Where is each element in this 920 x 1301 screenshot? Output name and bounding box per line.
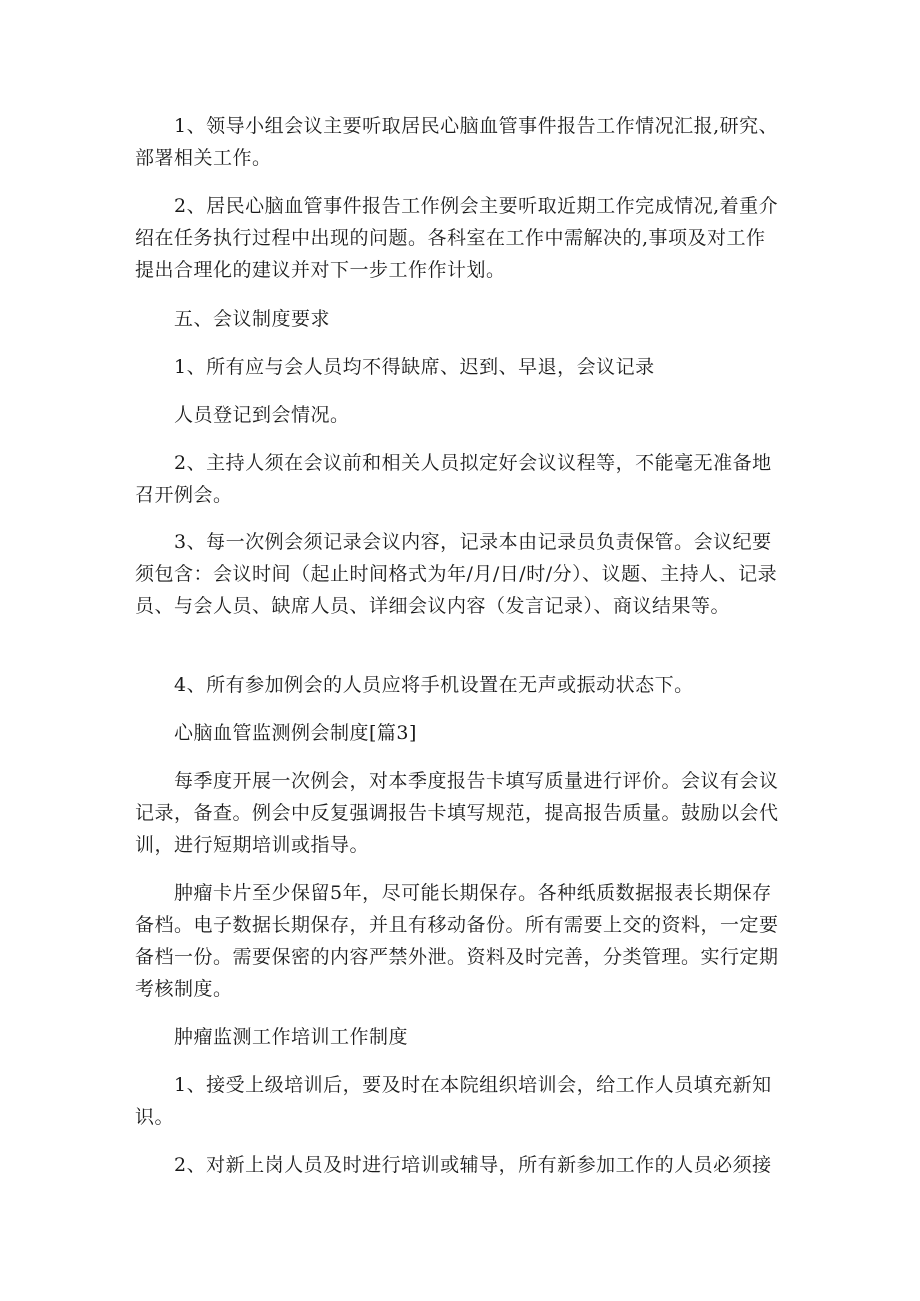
paragraph-2: 2、居民心脑血管事件报告工作例会主要听取近期工作完成情况,着重介绍在任务执行过程中出现的问题。各科室在工作中需解决的,事项及对工作提出合理化的建议并对下一步工作作计划。 xyxy=(135,195,779,281)
paragraph-7: 4、所有参加例会的人员应将手机设置在无声或振动状态下。 xyxy=(135,674,694,696)
paragraph-4: 人员登记到会情况。 xyxy=(135,404,350,426)
section-heading-part-3: 心脑血管监测例会制度[篇3] xyxy=(135,722,417,744)
paragraph-5: 2、主持人须在会议前和相关人员拟定好会议议程等，不能毫无准备地召开例会。 xyxy=(135,452,772,506)
paragraph-6: 3、每一次例会须记录会议内容，记录本由记录员负责保管。会议纪要须包含：会议时间（起止时间格式为年/月/日/时/分）、议题、主持人、记录员、与会人员、缺席人员、详细会议内容（发言记录）、商议结果等。 xyxy=(135,531,778,617)
paragraph-8: 每季度开展一次例会，对本季度报告卡填写质量进行评价。会议有会议记录，备查。例会中反复强调报告卡填写规范，提高报告质量。鼓励以会代训，进行短期培训或指导。 xyxy=(135,770,779,856)
section-heading-training: 肿瘤监测工作培训工作制度 xyxy=(135,1026,409,1048)
paragraph-10: 1、接受上级培训后，要及时在本院组织培训会，给工作人员填充新知识。 xyxy=(135,1074,772,1128)
paragraph-9: 肿瘤卡片至少保留5年，尽可能长期保存。各种纸质数据报表长期保存备档。电子数据长期保存，并且有移动备份。所有需要上交的资料，一定要备档一份。需要保密的内容严禁外泄。资料及时完善，分类管理。实行定期考核制度。 xyxy=(135,882,779,1000)
section-heading-5: 五、会议制度要求 xyxy=(135,308,331,330)
paragraph-1: 1、领导小组会议主要听取居民心脑血管事件报告工作情况汇报,研究、部署相关工作。 xyxy=(135,115,779,169)
paragraph-3: 1、所有应与会人员均不得缺席、迟到、早退，会议记录 xyxy=(135,356,655,378)
paragraph-11: 2、对新上岗人员及时进行培训或辅导，所有新参加工作的人员必须接 xyxy=(135,1154,772,1176)
